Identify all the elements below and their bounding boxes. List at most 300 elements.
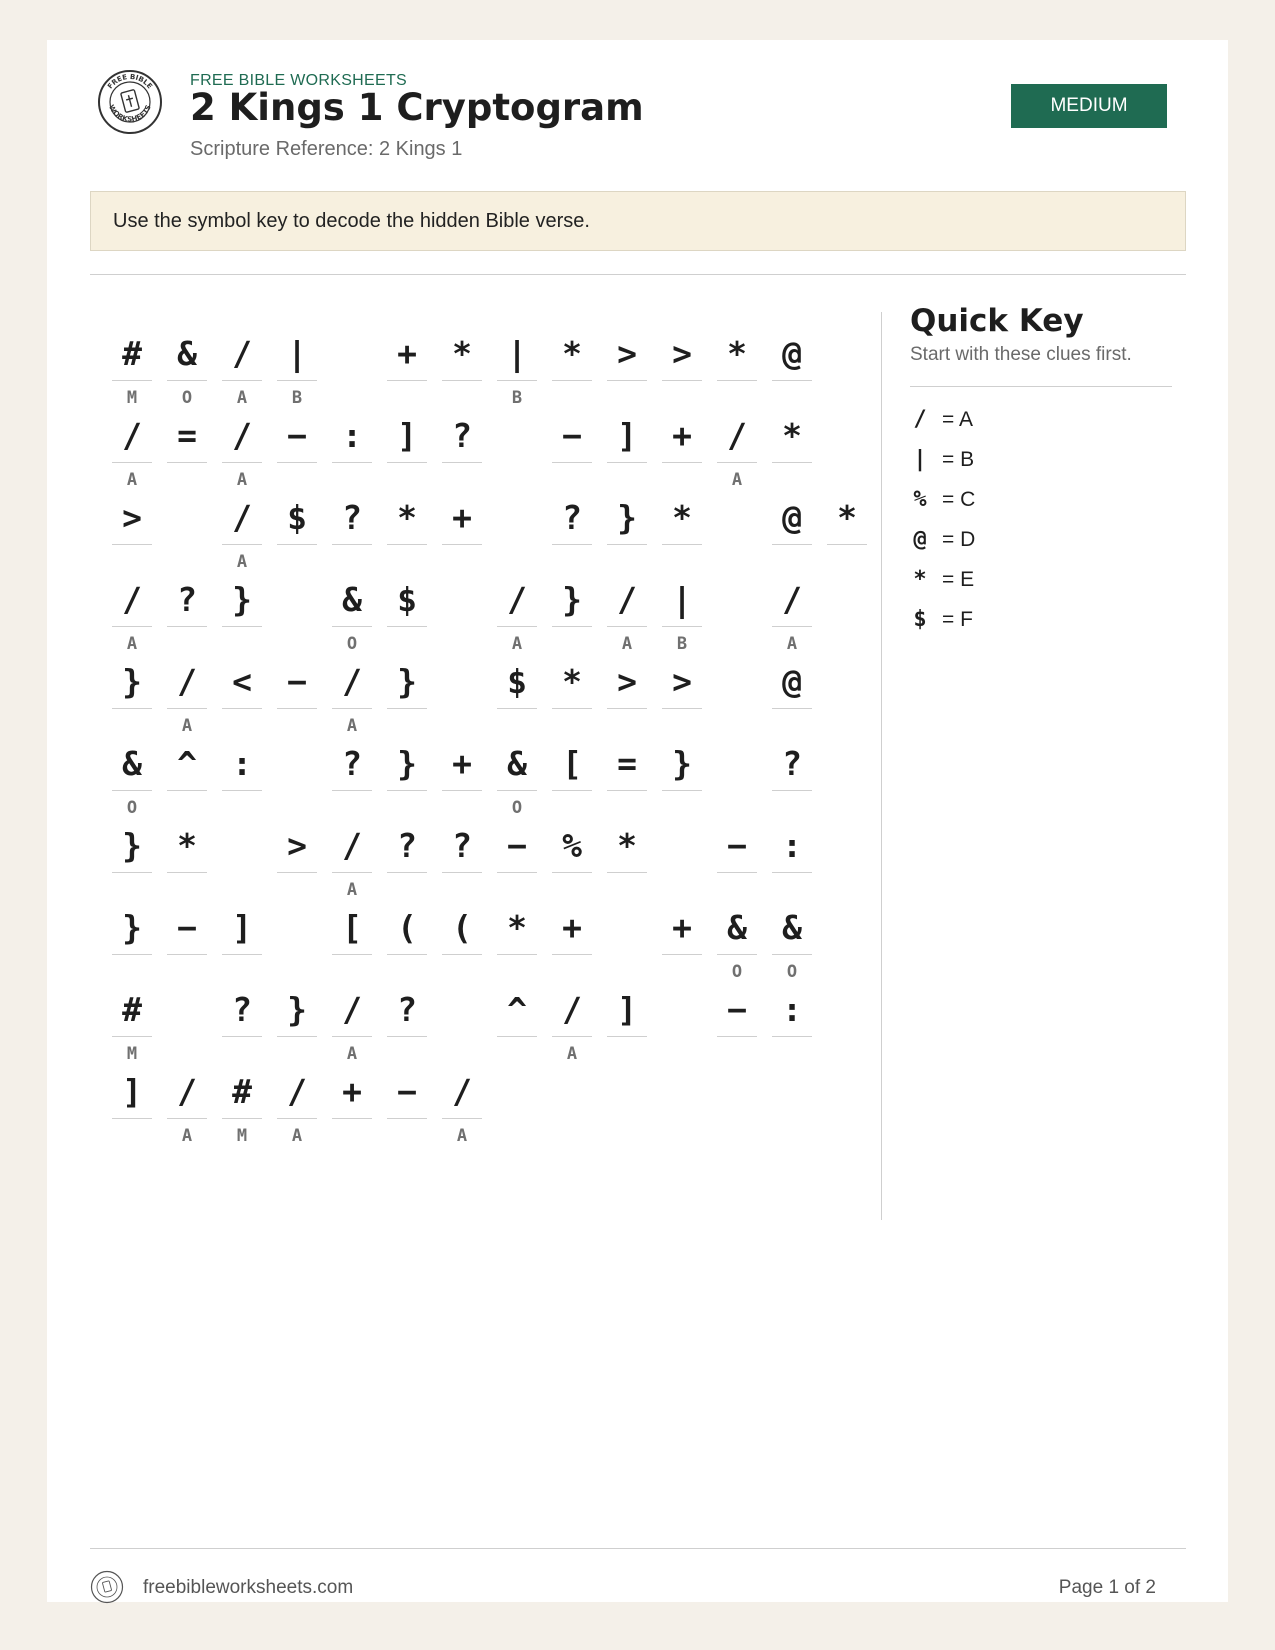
cipher-cell[interactable] <box>332 400 372 490</box>
answer-line <box>552 462 592 463</box>
cipher-cell[interactable] <box>552 810 592 900</box>
cipher-symbol: ? <box>342 744 362 783</box>
key-symbol: / <box>913 407 927 432</box>
answer-line <box>277 462 317 463</box>
cipher-symbol: > <box>287 826 307 865</box>
cipher-cell[interactable] <box>497 810 537 900</box>
cipher-symbol: : <box>232 744 252 783</box>
cipher-symbol: ] <box>122 1072 142 1111</box>
answer-line <box>222 708 262 709</box>
cipher-symbol: / <box>232 498 252 537</box>
answer-line <box>552 954 592 955</box>
answer-line <box>662 380 702 381</box>
cipher-cell[interactable] <box>607 728 647 818</box>
answer-line <box>662 544 702 545</box>
revealed-letter: M <box>126 388 138 408</box>
cipher-symbol: − <box>727 990 747 1029</box>
cipher-cell[interactable] <box>607 482 647 572</box>
quick-key-title: Quick Key <box>910 303 1084 339</box>
cipher-symbol: / <box>562 990 582 1029</box>
cipher-symbol: & <box>342 580 362 619</box>
answer-line <box>387 1118 427 1119</box>
revealed-letter: B <box>676 634 688 654</box>
answer-line <box>167 626 207 627</box>
cipher-symbol: } <box>122 662 142 701</box>
cipher-symbol: − <box>507 826 527 865</box>
cipher-symbol: & <box>507 744 527 783</box>
cipher-cell[interactable] <box>167 892 207 982</box>
answer-line <box>442 790 482 791</box>
cipher-symbol: | <box>287 334 307 373</box>
cipher-symbol: > <box>617 662 637 701</box>
key-letter: = F <box>942 608 973 631</box>
cipher-symbol: & <box>727 908 747 947</box>
answer-line <box>277 544 317 545</box>
cipher-cell[interactable] <box>662 482 702 572</box>
revealed-letter: A <box>621 634 633 654</box>
cipher-cell[interactable] <box>772 646 812 736</box>
cipher-symbol: − <box>397 1072 417 1111</box>
cipher-symbol: * <box>562 662 582 701</box>
cipher-symbol: [ <box>562 744 582 783</box>
cipher-cell[interactable] <box>222 646 262 736</box>
cipher-cell[interactable] <box>772 318 812 408</box>
cipher-symbol: * <box>672 498 692 537</box>
answer-line <box>222 544 262 545</box>
key-symbol: @ <box>913 527 927 552</box>
key-symbol: $ <box>913 607 927 632</box>
revealed-letter: A <box>236 388 248 408</box>
cipher-cell[interactable] <box>717 400 757 490</box>
key-letter: = E <box>942 568 975 591</box>
cipher-symbol: @ <box>782 334 802 373</box>
cipher-cell[interactable] <box>222 318 262 408</box>
revealed-letter <box>662 798 702 818</box>
answer-line <box>222 462 262 463</box>
cipher-cell[interactable] <box>112 646 152 736</box>
revealed-letter: O <box>731 962 743 982</box>
revealed-letter: B <box>291 388 303 408</box>
cipher-cell[interactable] <box>332 974 372 1064</box>
cipher-cell[interactable] <box>167 1056 207 1146</box>
cipher-cell[interactable] <box>387 728 427 818</box>
cryptogram-grid <box>112 318 872 1218</box>
cipher-cell[interactable] <box>607 318 647 408</box>
cipher-symbol: / <box>177 662 197 701</box>
cipher-cell[interactable] <box>167 400 207 490</box>
cipher-cell[interactable] <box>497 728 537 818</box>
bible-logo-icon <box>97 69 163 135</box>
cipher-cell[interactable] <box>387 318 427 408</box>
cipher-symbol: * <box>507 908 527 947</box>
cipher-symbol: # <box>232 1072 252 1111</box>
answer-line <box>222 1036 262 1037</box>
cipher-symbol: ? <box>782 744 802 783</box>
answer-line <box>607 872 647 873</box>
answer-line <box>772 954 812 955</box>
cipher-symbol: > <box>122 498 142 537</box>
cipher-symbol: / <box>232 334 252 373</box>
cipher-cell[interactable] <box>387 974 427 1064</box>
divider <box>90 1548 1186 1549</box>
cipher-cell[interactable] <box>167 646 207 736</box>
cipher-symbol: = <box>177 416 197 455</box>
revealed-letter <box>497 1044 537 1064</box>
answer-line <box>662 954 702 955</box>
cipher-cell[interactable] <box>717 892 757 982</box>
revealed-letter: A <box>731 470 743 490</box>
cipher-cell[interactable] <box>277 974 317 1064</box>
cipher-cell[interactable] <box>112 1056 152 1146</box>
cipher-cell[interactable] <box>112 974 152 1064</box>
revealed-letter: A <box>236 470 248 490</box>
answer-line <box>387 1036 427 1037</box>
revealed-letter: M <box>236 1126 248 1146</box>
cipher-cell[interactable] <box>387 482 427 572</box>
cipher-cell[interactable] <box>112 564 152 654</box>
cipher-symbol: * <box>782 416 802 455</box>
cipher-symbol: ? <box>342 498 362 537</box>
cipher-cell[interactable] <box>332 482 372 572</box>
svg-text:FREE BIBLE: FREE BIBLE <box>106 72 154 91</box>
cipher-symbol: / <box>782 580 802 619</box>
revealed-letter: A <box>291 1126 303 1146</box>
cipher-cell[interactable] <box>112 318 152 408</box>
cipher-symbol: − <box>562 416 582 455</box>
cipher-cell[interactable] <box>552 482 592 572</box>
answer-line <box>332 954 372 955</box>
cipher-cell[interactable] <box>607 646 647 736</box>
column-divider <box>881 312 882 1220</box>
cipher-symbol: + <box>562 908 582 947</box>
cipher-cell[interactable] <box>607 974 647 1064</box>
answer-line <box>717 872 757 873</box>
revealed-letter <box>112 1126 152 1146</box>
cipher-symbol: $ <box>287 498 307 537</box>
cipher-cell[interactable] <box>607 810 647 900</box>
cipher-symbol: − <box>177 908 197 947</box>
answer-line <box>112 790 152 791</box>
answer-line <box>167 462 207 463</box>
cipher-cell[interactable] <box>167 728 207 818</box>
cipher-symbol: # <box>122 990 142 1029</box>
cipher-symbol: } <box>232 580 252 619</box>
cipher-cell[interactable] <box>662 728 702 818</box>
answer-line <box>772 1036 812 1037</box>
cipher-cell[interactable] <box>222 482 262 572</box>
cipher-cell[interactable] <box>442 1056 482 1146</box>
answer-line <box>332 708 372 709</box>
cipher-cell[interactable] <box>662 400 702 490</box>
worksheet-page <box>47 40 1228 1602</box>
key-letter: = D <box>942 528 976 551</box>
answer-line <box>717 1036 757 1037</box>
revealed-letter: A <box>126 634 138 654</box>
cipher-symbol: / <box>177 1072 197 1111</box>
cipher-symbol: ? <box>232 990 252 1029</box>
cipher-cell[interactable] <box>772 728 812 818</box>
answer-line <box>222 626 262 627</box>
answer-line <box>167 872 207 873</box>
key-entry <box>910 440 1170 480</box>
cipher-symbol: } <box>562 580 582 619</box>
cipher-symbol: : <box>782 990 802 1029</box>
answer-line <box>387 872 427 873</box>
answer-line <box>442 544 482 545</box>
key-letter: = B <box>942 448 975 471</box>
cipher-cell[interactable] <box>662 892 702 982</box>
cipher-cell[interactable] <box>497 318 537 408</box>
answer-line <box>662 790 702 791</box>
cipher-symbol: ] <box>617 990 637 1029</box>
cipher-cell[interactable] <box>222 400 262 490</box>
brand-name: FREE BIBLE WORKSHEETS <box>190 72 408 89</box>
cipher-symbol: } <box>672 744 692 783</box>
answer-line <box>552 790 592 791</box>
answer-line <box>772 872 812 873</box>
cipher-cell[interactable] <box>277 646 317 736</box>
cipher-symbol: / <box>287 1072 307 1111</box>
cipher-cell[interactable] <box>717 974 757 1064</box>
cipher-symbol: − <box>287 416 307 455</box>
answer-line <box>717 380 757 381</box>
cipher-cell[interactable] <box>442 728 482 818</box>
cipher-cell[interactable] <box>717 810 757 900</box>
difficulty-badge: MEDIUM <box>1011 84 1167 128</box>
answer-line <box>167 380 207 381</box>
answer-line <box>772 708 812 709</box>
answer-line <box>442 1118 482 1119</box>
cipher-cell[interactable] <box>167 564 207 654</box>
cipher-symbol: : <box>342 416 362 455</box>
cipher-cell[interactable] <box>662 318 702 408</box>
cipher-cell[interactable] <box>662 646 702 736</box>
cipher-cell[interactable] <box>222 728 262 818</box>
cipher-cell[interactable] <box>552 974 592 1064</box>
revealed-letter <box>332 1126 372 1146</box>
quick-key-subtitle: Start with these clues first. <box>910 344 1132 365</box>
cipher-cell[interactable] <box>772 564 812 654</box>
cipher-symbol: | <box>672 580 692 619</box>
cipher-cell[interactable] <box>772 482 812 572</box>
cipher-cell[interactable] <box>552 400 592 490</box>
cipher-symbol: / <box>727 416 747 455</box>
cipher-cell[interactable] <box>112 810 152 900</box>
answer-line <box>167 790 207 791</box>
answer-line <box>222 790 262 791</box>
answer-line <box>772 626 812 627</box>
cipher-cell[interactable] <box>222 892 262 982</box>
cipher-symbol: ^ <box>507 990 527 1029</box>
cipher-cell[interactable] <box>167 318 207 408</box>
key-entry <box>910 520 1170 560</box>
cipher-symbol: ? <box>452 826 472 865</box>
cipher-symbol: / <box>122 416 142 455</box>
answer-line <box>112 626 152 627</box>
key-symbol: % <box>913 487 927 512</box>
answer-line <box>442 872 482 873</box>
cipher-cell[interactable] <box>112 482 152 572</box>
answer-line <box>112 954 152 955</box>
cipher-symbol: } <box>397 744 417 783</box>
page-number: Page 1 of 2 <box>1058 1577 1156 1598</box>
cipher-cell[interactable] <box>332 810 372 900</box>
answer-line <box>387 380 427 381</box>
cipher-cell[interactable] <box>717 318 757 408</box>
cipher-cell[interactable] <box>607 400 647 490</box>
cipher-cell[interactable] <box>222 974 262 1064</box>
cipher-cell[interactable] <box>442 482 482 572</box>
cipher-cell[interactable] <box>442 810 482 900</box>
revealed-letter: O <box>346 634 358 654</box>
revealed-letter: A <box>346 1044 358 1064</box>
cipher-symbol: * <box>177 826 197 865</box>
answer-line <box>277 708 317 709</box>
cipher-symbol: [ <box>342 908 362 947</box>
answer-line <box>112 872 152 873</box>
cipher-symbol: ] <box>617 416 637 455</box>
answer-line <box>332 790 372 791</box>
answer-line <box>552 1036 592 1037</box>
answer-line <box>772 790 812 791</box>
cipher-cell[interactable] <box>442 318 482 408</box>
cipher-cell[interactable] <box>552 728 592 818</box>
cipher-cell[interactable] <box>112 728 152 818</box>
revealed-letter: A <box>346 880 358 900</box>
answer-line <box>497 380 537 381</box>
cipher-cell[interactable] <box>387 892 427 982</box>
revealed-letter: A <box>181 1126 193 1146</box>
cipher-cell[interactable] <box>277 400 317 490</box>
cipher-symbol: ] <box>397 416 417 455</box>
key-entry <box>910 480 1170 520</box>
answer-line <box>277 380 317 381</box>
cipher-cell[interactable] <box>277 318 317 408</box>
cipher-cell[interactable] <box>332 728 372 818</box>
cipher-symbol: ] <box>232 908 252 947</box>
answer-line <box>167 1118 207 1119</box>
answer-line <box>112 708 152 709</box>
answer-line <box>387 708 427 709</box>
cipher-cell[interactable] <box>497 974 537 1064</box>
answer-line <box>607 380 647 381</box>
cipher-cell[interactable] <box>112 892 152 982</box>
cipher-cell[interactable] <box>387 564 427 654</box>
revealed-letter <box>277 552 317 572</box>
cipher-cell[interactable] <box>552 892 592 982</box>
revealed-letter <box>387 1126 427 1146</box>
answer-line <box>827 544 867 545</box>
answer-line <box>607 708 647 709</box>
cipher-cell[interactable] <box>332 1056 372 1146</box>
cipher-symbol: + <box>342 1072 362 1111</box>
answer-line <box>607 1036 647 1037</box>
cipher-cell[interactable] <box>112 400 152 490</box>
cipher-symbol: + <box>452 498 472 537</box>
cipher-symbol: / <box>342 826 362 865</box>
key-letter: = A <box>942 408 973 431</box>
cipher-symbol: $ <box>397 580 417 619</box>
answer-line <box>112 462 152 463</box>
cipher-cell[interactable] <box>497 646 537 736</box>
answer-line <box>387 462 427 463</box>
answer-line <box>662 626 702 627</box>
cipher-cell[interactable] <box>387 810 427 900</box>
cipher-cell[interactable] <box>222 1056 262 1146</box>
answer-line <box>497 708 537 709</box>
answer-line <box>552 380 592 381</box>
cipher-cell[interactable] <box>277 482 317 572</box>
cipher-cell[interactable] <box>442 892 482 982</box>
revealed-letter <box>607 1044 647 1064</box>
cipher-cell[interactable] <box>332 892 372 982</box>
cipher-cell[interactable] <box>772 400 812 490</box>
cipher-cell[interactable] <box>442 400 482 490</box>
cipher-cell[interactable] <box>552 318 592 408</box>
cipher-cell[interactable] <box>387 400 427 490</box>
answer-line <box>497 1036 537 1037</box>
cipher-cell[interactable] <box>332 564 372 654</box>
answer-line <box>332 462 372 463</box>
key-entry <box>910 600 1170 640</box>
cipher-cell[interactable] <box>497 564 537 654</box>
revealed-letter <box>222 798 262 818</box>
cipher-symbol: ( <box>452 908 472 947</box>
cipher-cell[interactable] <box>277 810 317 900</box>
cipher-cell[interactable] <box>772 892 812 982</box>
cipher-symbol: + <box>397 334 417 373</box>
answer-line <box>112 1036 152 1037</box>
cipher-cell[interactable] <box>772 974 812 1064</box>
answer-line <box>112 544 152 545</box>
cipher-cell[interactable] <box>662 564 702 654</box>
revealed-letter <box>442 962 482 982</box>
revealed-letter: A <box>511 634 523 654</box>
cipher-symbol: ? <box>452 416 472 455</box>
cipher-cell[interactable] <box>497 892 537 982</box>
cipher-symbol: ? <box>397 826 417 865</box>
cipher-symbol: + <box>672 908 692 947</box>
cipher-cell[interactable] <box>167 810 207 900</box>
answer-line <box>607 462 647 463</box>
cipher-cell[interactable] <box>222 564 262 654</box>
cipher-cell[interactable] <box>332 646 372 736</box>
answer-line <box>717 462 757 463</box>
cipher-cell[interactable] <box>387 1056 427 1146</box>
answer-line <box>607 544 647 545</box>
cipher-cell[interactable] <box>387 646 427 736</box>
cipher-cell[interactable] <box>607 564 647 654</box>
cipher-symbol: + <box>672 416 692 455</box>
cipher-cell[interactable] <box>552 646 592 736</box>
answer-line <box>277 872 317 873</box>
answer-line <box>662 462 702 463</box>
answer-line <box>332 872 372 873</box>
cipher-cell[interactable] <box>277 1056 317 1146</box>
footer-site-name: freebibleworksheets.com <box>143 1577 354 1598</box>
answer-line <box>772 380 812 381</box>
cipher-cell[interactable] <box>772 810 812 900</box>
instructions-box: Use the symbol key to decode the hidden Bible verse. <box>90 191 1186 251</box>
answer-line <box>442 954 482 955</box>
cipher-symbol: } <box>397 662 417 701</box>
cipher-cell[interactable] <box>827 482 867 572</box>
answer-line <box>552 626 592 627</box>
cipher-symbol: @ <box>782 662 802 701</box>
cipher-symbol: / <box>507 580 527 619</box>
cipher-cell[interactable] <box>552 564 592 654</box>
answer-line <box>332 544 372 545</box>
